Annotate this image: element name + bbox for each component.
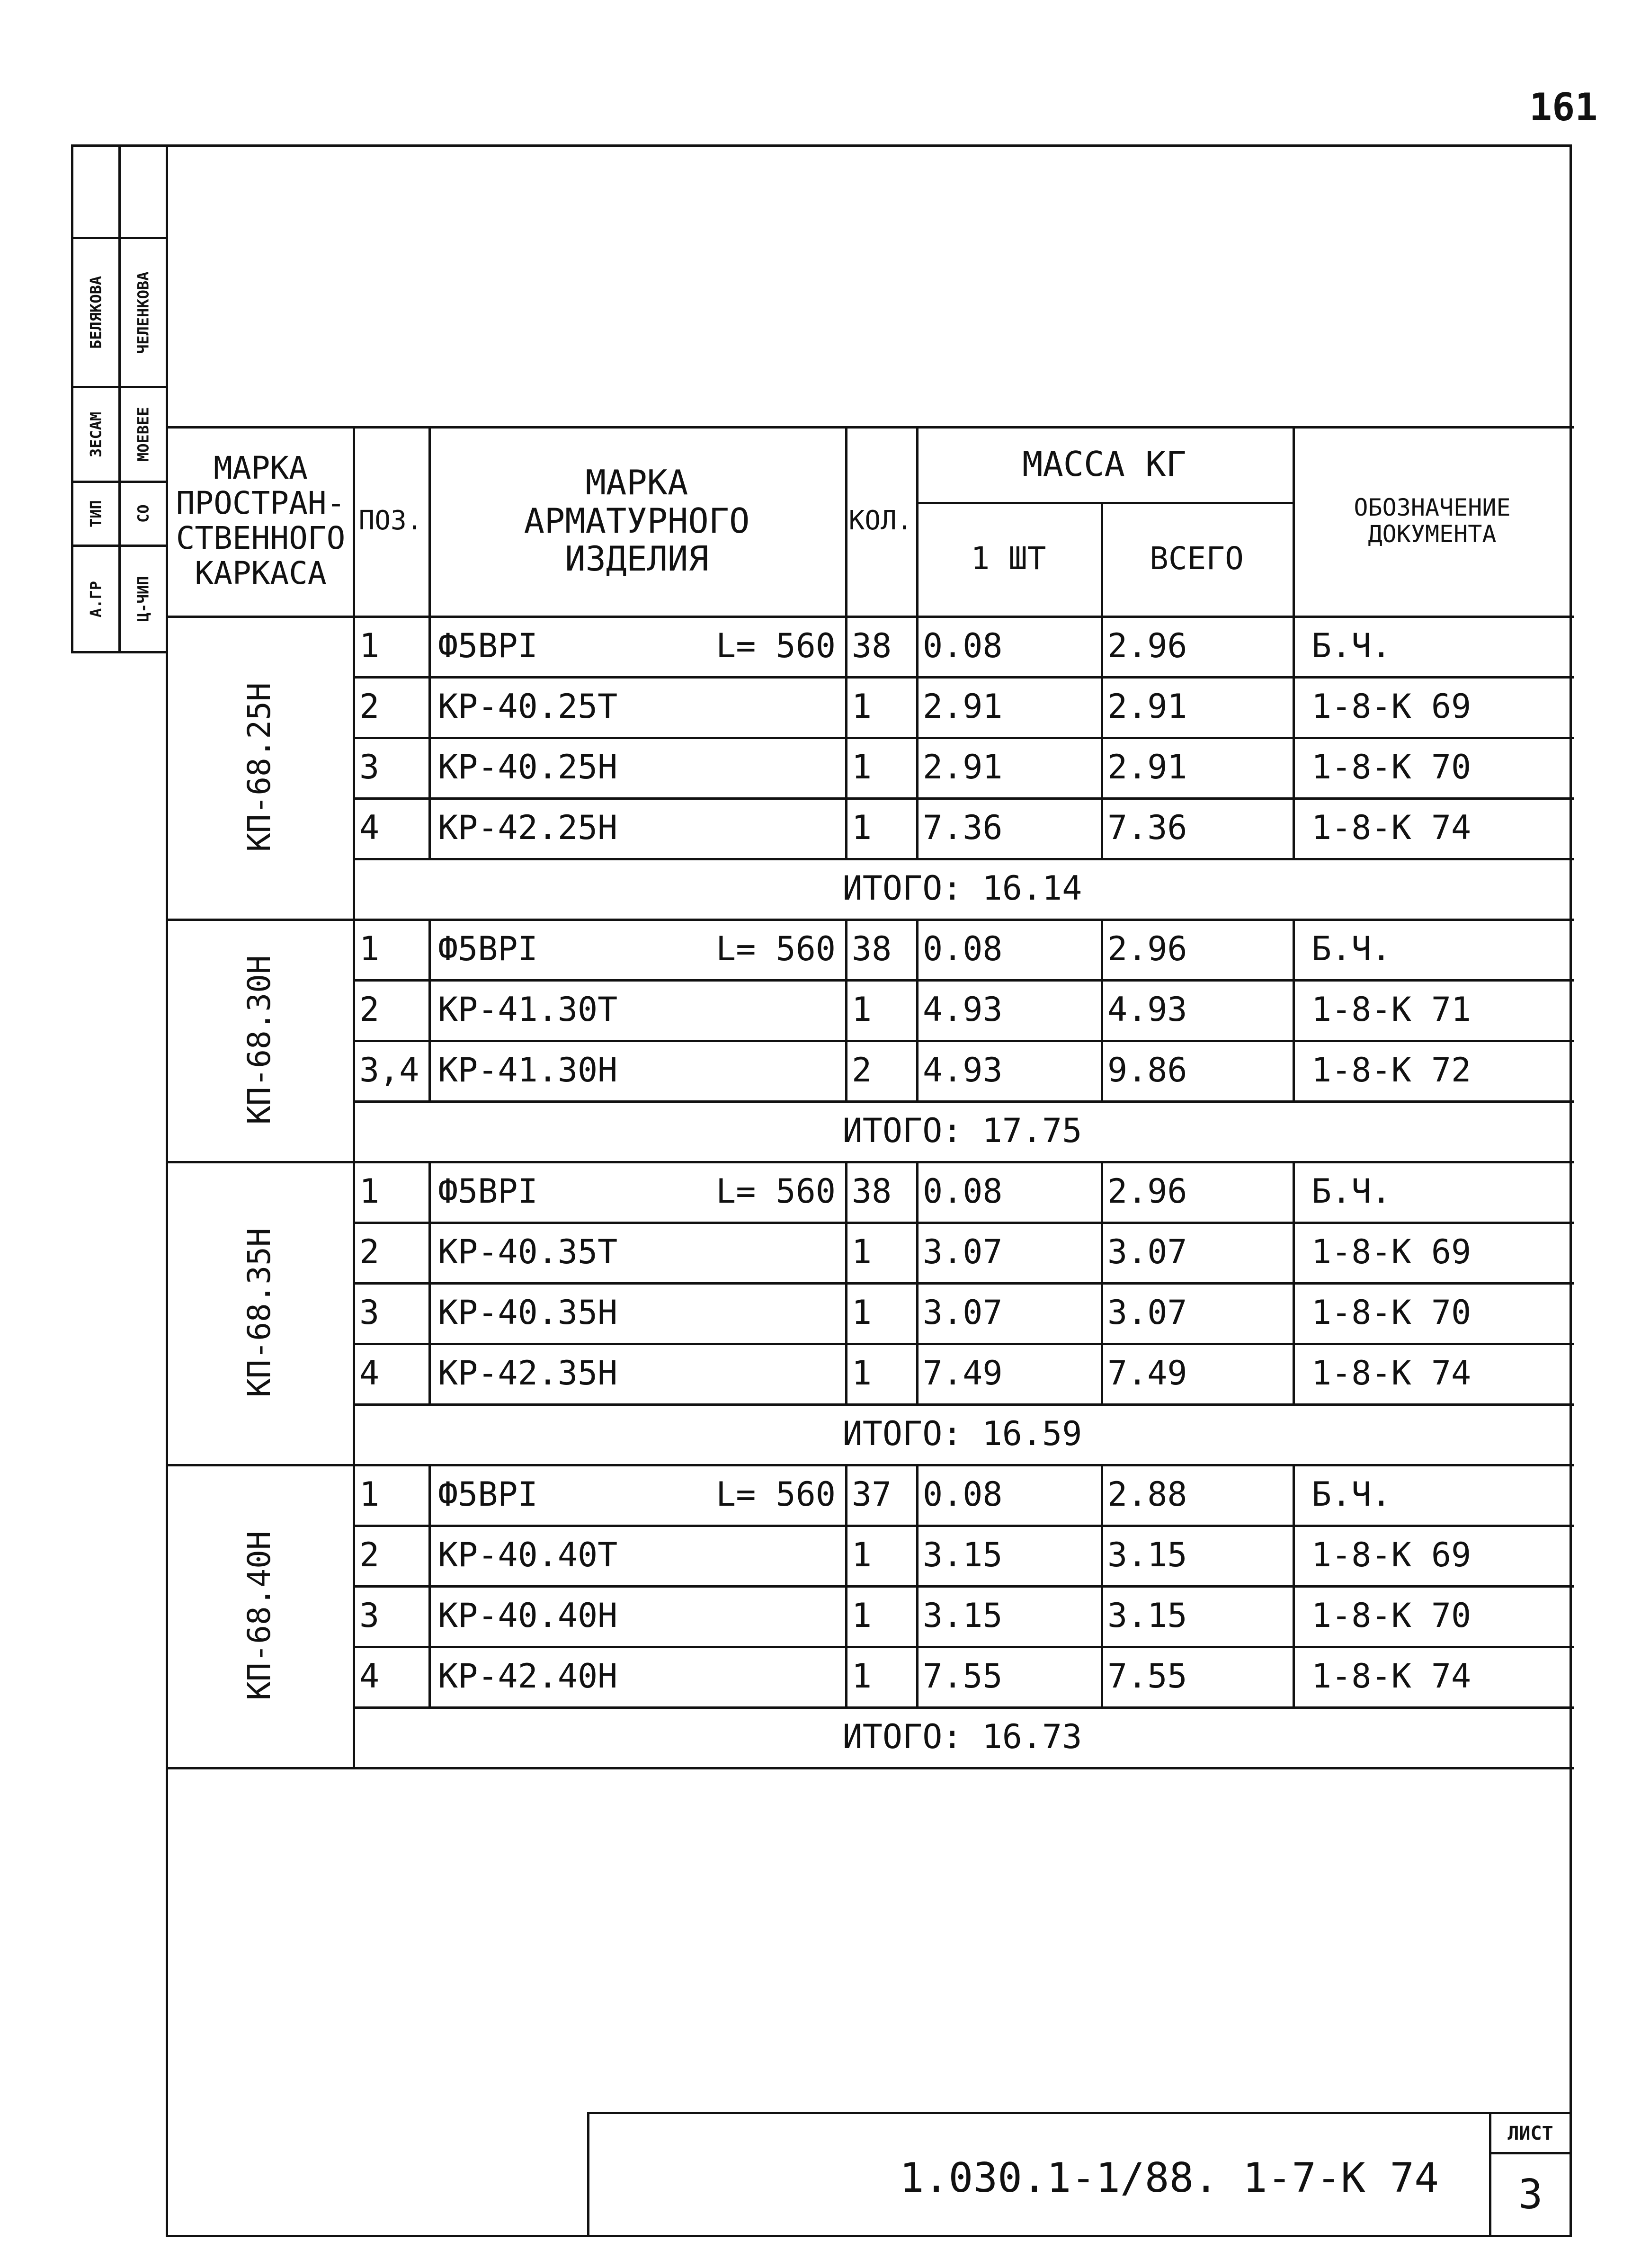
row-length bbox=[627, 797, 836, 858]
row-mass-total: 3.15 bbox=[1107, 1596, 1187, 1635]
row-position: 3 bbox=[359, 748, 380, 786]
row-document: 1-8-К 74 bbox=[1311, 1354, 1472, 1393]
row-position: 3 bbox=[359, 1293, 380, 1332]
row-item-mark: КР-42.40Н bbox=[438, 1657, 618, 1696]
row-mass-total: 4.93 bbox=[1107, 990, 1187, 1029]
row-item-mark: Ф5ВРI bbox=[438, 929, 538, 968]
table-rule bbox=[1293, 919, 1295, 1100]
header-item-mark: МАРКА АРМАТУРНОГО ИЗДЕЛИЯ bbox=[524, 463, 750, 579]
row-length bbox=[627, 1343, 836, 1403]
row-quantity: 37 bbox=[852, 1475, 892, 1514]
table-rule bbox=[845, 1464, 847, 1706]
stamp-name: БЕЛЯКОВА bbox=[87, 276, 105, 349]
row-position: 2 bbox=[359, 1232, 380, 1271]
header-mass-total: ВСЕГО bbox=[1150, 540, 1244, 577]
row-item-mark: КР-40.35Т bbox=[438, 1232, 618, 1271]
row-mass-one: 7.55 bbox=[923, 1657, 1003, 1696]
table-rule bbox=[353, 1464, 355, 1706]
document-designation: 1.030.1-1/88. 1-7-К 74 bbox=[900, 2154, 1439, 2202]
table-rule bbox=[353, 1100, 355, 1161]
row-quantity: 1 bbox=[852, 1232, 872, 1271]
stamp-role: ТИП bbox=[87, 500, 105, 527]
row-mass-total: 2.96 bbox=[1107, 1172, 1187, 1211]
row-quantity: 1 bbox=[852, 808, 872, 847]
row-quantity: 38 bbox=[852, 1172, 892, 1211]
header-quantity: КОЛ. bbox=[848, 505, 913, 536]
row-position: 1 bbox=[359, 929, 380, 968]
row-mass-one: 2.91 bbox=[923, 687, 1003, 726]
row-document: 1-8-К 71 bbox=[1311, 990, 1472, 1029]
table-rule bbox=[845, 1161, 847, 1403]
row-mass-total: 2.96 bbox=[1107, 626, 1187, 665]
row-document: 1-8-К 69 bbox=[1311, 687, 1472, 726]
row-item-mark: КР-40.25Н bbox=[438, 748, 618, 786]
row-mass-total: 2.91 bbox=[1107, 687, 1187, 726]
frame-bottom bbox=[168, 2235, 1572, 2237]
row-quantity: 1 bbox=[852, 1354, 872, 1393]
row-position: 3,4 bbox=[359, 1051, 419, 1089]
row-mass-total: 9.86 bbox=[1107, 1051, 1187, 1089]
row-document: 1-8-К 69 bbox=[1311, 1232, 1472, 1271]
table-rule bbox=[1293, 1464, 1295, 1706]
row-length bbox=[627, 1282, 836, 1343]
row-length bbox=[627, 979, 836, 1040]
table-rule bbox=[166, 1767, 1574, 1769]
row-quantity: 1 bbox=[852, 687, 872, 726]
table-rule bbox=[1293, 1161, 1295, 1403]
row-mass-one: 0.08 bbox=[923, 1172, 1003, 1211]
row-quantity: 2 bbox=[852, 1051, 872, 1089]
page-number: 161 bbox=[1529, 85, 1598, 129]
table-rule bbox=[428, 616, 431, 858]
table-rule bbox=[1293, 616, 1295, 858]
row-item-mark: КР-40.40Т bbox=[438, 1536, 618, 1574]
row-mass-one: 4.93 bbox=[923, 990, 1003, 1029]
table-rule bbox=[1101, 919, 1103, 1100]
row-length bbox=[627, 1646, 836, 1706]
title-block-left bbox=[587, 2112, 589, 2237]
table-rule bbox=[353, 616, 355, 858]
row-length: L= 560 bbox=[716, 1475, 836, 1514]
table-rule bbox=[428, 426, 431, 616]
stamp-name: ЧЕЛЕНКОВА bbox=[134, 271, 152, 354]
row-length: L= 560 bbox=[716, 929, 836, 968]
row-mass-total: 7.55 bbox=[1107, 1657, 1187, 1696]
stamp-role: А.ГР bbox=[87, 580, 105, 617]
sheet-number: 3 bbox=[1518, 2171, 1543, 2218]
row-length: L= 560 bbox=[716, 626, 836, 665]
table-rule bbox=[353, 1706, 355, 1767]
row-position: 1 bbox=[359, 1172, 380, 1211]
row-item-mark: КР-40.25Т bbox=[438, 687, 618, 726]
row-length bbox=[627, 1040, 836, 1100]
row-position: 1 bbox=[359, 1475, 380, 1514]
header-document: ОБОЗНАЧЕНИЕ ДОКУМЕНТА bbox=[1354, 494, 1511, 548]
row-quantity: 38 bbox=[852, 929, 892, 968]
row-mass-one: 2.91 bbox=[923, 748, 1003, 786]
row-position: 4 bbox=[359, 1354, 380, 1393]
row-mass-total: 7.36 bbox=[1107, 808, 1187, 847]
row-length bbox=[627, 1585, 836, 1646]
table-rule bbox=[353, 1403, 355, 1464]
row-mass-one: 7.49 bbox=[923, 1354, 1003, 1393]
row-mass-total: 7.49 bbox=[1107, 1354, 1187, 1393]
row-length bbox=[627, 676, 836, 737]
frame-mark: КП-68.30Н bbox=[241, 955, 277, 1125]
table-rule bbox=[1293, 426, 1295, 616]
row-mass-one: 7.36 bbox=[923, 808, 1003, 847]
row-quantity: 1 bbox=[852, 1657, 872, 1696]
row-mass-one: 0.08 bbox=[923, 1475, 1003, 1514]
row-item-mark: Ф5ВРI bbox=[438, 626, 538, 665]
row-mass-one: 3.15 bbox=[923, 1536, 1003, 1574]
table-rule bbox=[916, 919, 919, 1100]
row-document: Б.Ч. bbox=[1311, 929, 1391, 968]
table-rule bbox=[353, 1161, 355, 1403]
row-item-mark: КР-42.25Н bbox=[438, 808, 618, 847]
row-item-mark: КР-41.30Т bbox=[438, 990, 618, 1029]
header-position: ПОЗ. bbox=[358, 505, 423, 536]
table-rule bbox=[428, 1464, 431, 1706]
row-document: 1-8-К 74 bbox=[1311, 808, 1472, 847]
stamp-role: ЗЕСАМ bbox=[87, 411, 105, 457]
table-rule bbox=[428, 1161, 431, 1403]
table-rule bbox=[1101, 616, 1103, 858]
row-position: 2 bbox=[359, 687, 380, 726]
row-mass-total: 2.88 bbox=[1107, 1475, 1187, 1514]
table-rule bbox=[1101, 1464, 1103, 1706]
row-length bbox=[627, 737, 836, 797]
row-mass-total: 2.96 bbox=[1107, 929, 1187, 968]
header-mass: МАССА КГ bbox=[1022, 444, 1186, 484]
table-rule bbox=[845, 919, 847, 1100]
row-item-mark: КР-41.30Н bbox=[438, 1051, 618, 1089]
stamp-role: МОЕВЕЕ bbox=[134, 407, 152, 462]
row-position: 2 bbox=[359, 1536, 380, 1574]
row-document: 1-8-К 74 bbox=[1311, 1657, 1472, 1696]
stamp-role: Ц-ЧИП bbox=[134, 576, 152, 622]
row-position: 4 bbox=[359, 1657, 380, 1696]
row-length bbox=[627, 1222, 836, 1282]
row-document: Б.Ч. bbox=[1311, 1172, 1391, 1211]
frame-mark: КП-68.25Н bbox=[241, 682, 277, 852]
table-rule bbox=[353, 858, 355, 919]
row-mass-total: 3.07 bbox=[1107, 1293, 1187, 1332]
row-quantity: 1 bbox=[852, 748, 872, 786]
row-document: 1-8-К 72 bbox=[1311, 1051, 1472, 1089]
row-mass-total: 3.15 bbox=[1107, 1536, 1187, 1574]
row-item-mark: Ф5ВРI bbox=[438, 1475, 538, 1514]
sheet-label: ЛИСТ bbox=[1507, 2122, 1553, 2144]
row-length: L= 560 bbox=[716, 1172, 836, 1211]
row-mass-total: 3.07 bbox=[1107, 1232, 1187, 1271]
frame-mark: КП-68.40Н bbox=[241, 1531, 277, 1700]
row-position: 1 bbox=[359, 626, 380, 665]
row-document: 1-8-К 70 bbox=[1311, 1293, 1472, 1332]
row-document: Б.Ч. bbox=[1311, 626, 1391, 665]
row-position: 2 bbox=[359, 990, 380, 1029]
group-total: ИТОГО: 16.59 bbox=[842, 1414, 1082, 1453]
table-rule bbox=[1101, 1161, 1103, 1403]
row-quantity: 1 bbox=[852, 990, 872, 1029]
group-total: ИТОГО: 16.14 bbox=[842, 869, 1082, 908]
row-position: 3 bbox=[359, 1596, 380, 1635]
row-quantity: 1 bbox=[852, 1293, 872, 1332]
table-rule bbox=[916, 1464, 919, 1706]
row-mass-one: 0.08 bbox=[923, 929, 1003, 968]
table-rule bbox=[916, 1161, 919, 1403]
row-mass-total: 2.91 bbox=[1107, 748, 1187, 786]
frame-mark: КП-68.35Н bbox=[241, 1228, 277, 1397]
row-item-mark: Ф5ВРI bbox=[438, 1172, 538, 1211]
group-total: ИТОГО: 17.75 bbox=[842, 1111, 1082, 1150]
stamp-role: СО bbox=[134, 504, 152, 523]
table-rule bbox=[428, 919, 431, 1100]
table-rule bbox=[916, 616, 919, 858]
row-mass-one: 3.07 bbox=[923, 1232, 1003, 1271]
row-mass-one: 0.08 bbox=[923, 626, 1003, 665]
table-rule bbox=[353, 919, 355, 1100]
group-total: ИТОГО: 16.73 bbox=[842, 1717, 1082, 1756]
row-position: 4 bbox=[359, 808, 380, 847]
row-quantity: 1 bbox=[852, 1536, 872, 1574]
row-quantity: 38 bbox=[852, 626, 892, 665]
row-document: 1-8-К 70 bbox=[1311, 748, 1472, 786]
row-item-mark: КР-42.35Н bbox=[438, 1354, 618, 1393]
row-document: Б.Ч. bbox=[1311, 1475, 1391, 1514]
row-mass-one: 4.93 bbox=[923, 1051, 1003, 1089]
header-frame-mark: МАРКА ПРОСТРАН- СТВЕННОГО КАРКАСА bbox=[176, 450, 346, 591]
row-document: 1-8-К 70 bbox=[1311, 1596, 1472, 1635]
row-item-mark: КР-40.35Н bbox=[438, 1293, 618, 1332]
row-mass-one: 3.07 bbox=[923, 1293, 1003, 1332]
table-rule bbox=[845, 616, 847, 858]
row-quantity: 1 bbox=[852, 1596, 872, 1635]
frame-top bbox=[71, 144, 1572, 147]
header-mass-one: 1 ШТ bbox=[971, 540, 1046, 577]
row-item-mark: КР-40.40Н bbox=[438, 1596, 618, 1635]
row-document: 1-8-К 69 bbox=[1311, 1536, 1472, 1574]
title-block-top bbox=[587, 2112, 1572, 2114]
row-mass-one: 3.15 bbox=[923, 1596, 1003, 1635]
row-length bbox=[627, 1525, 836, 1585]
